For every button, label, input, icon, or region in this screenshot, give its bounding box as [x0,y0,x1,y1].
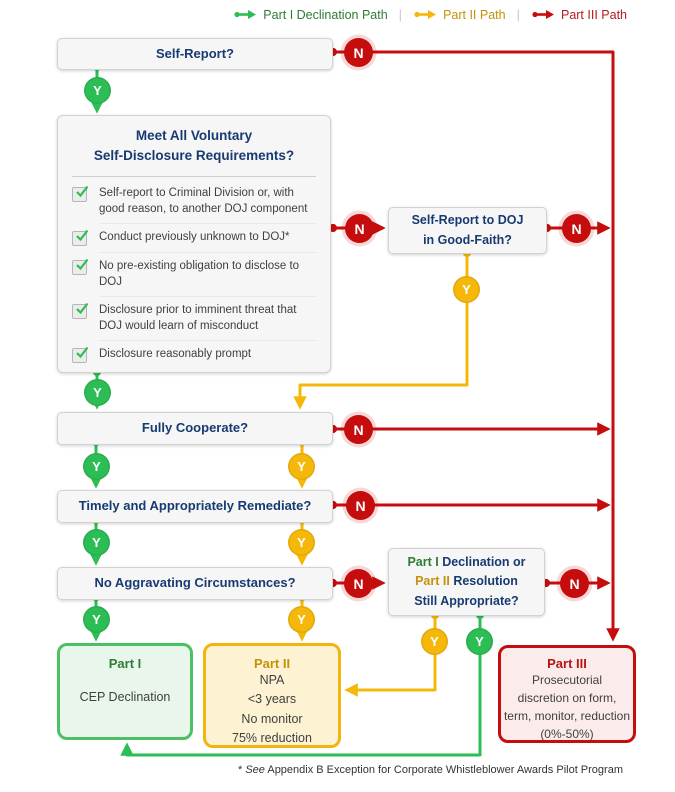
part1-outcome-box [57,643,193,740]
good-faith-box [388,207,547,254]
remediate-label: Timely and Appropriately Remediate? [78,498,312,514]
vsd-divider [72,176,316,177]
red-arrow-icon [531,8,555,21]
part2-title: Part II [253,656,291,671]
green-arrow-icon [233,8,257,21]
yes-badge: Y [288,529,315,556]
checkbox-checked-icon [72,260,87,275]
vsd-item-text: Self-report to Criminal Division or, with good reason, to another DOJ component [99,186,308,215]
voluntary-self-disclosure-box [57,115,331,373]
part2-line: No monitor [241,711,303,726]
legend-label: Part I Declination Path [263,7,388,22]
part3-title: Part III [547,656,587,671]
part2-outcome-box [203,643,341,748]
self-report-box [57,38,333,70]
yes-badge: Y [83,529,110,556]
vsd-title: Meet All Voluntary Self-Disclosure Requirements? [93,128,295,164]
yes-badge: Y [421,628,448,655]
vsd-item [72,179,316,223]
part1-title: Part I [108,656,142,671]
part2-line: <3 years [247,692,297,707]
legend-item-part2 [413,8,506,22]
yes-badge: Y [466,628,493,655]
no-aggravating-label: No Aggravating Circumstances? [94,575,296,591]
vsd-item [72,296,316,340]
legend-separator: | [516,7,520,22]
legend-separator: | [398,7,403,22]
no-aggravating-box [57,567,333,600]
no-badge: N [562,214,591,243]
yes-badge: Y [453,276,480,303]
checkbox-checked-icon [72,187,87,202]
legend-item-part1 [233,8,387,22]
checkbox-checked-icon [72,348,87,363]
yes-badge: Y [288,453,315,480]
yes-badge: Y [84,379,111,406]
no-badge: N [344,415,373,444]
part2-line: NPA [259,673,285,687]
checkbox-checked-icon [72,304,87,319]
legend-item-part3 [531,8,627,22]
still-appropriate-label: Part I Declination or Part II Resolution Still Appropriate? [407,554,526,608]
no-badge: N [344,569,373,598]
part3-line: (0%-50%) [540,727,594,741]
yes-badge: Y [83,453,110,480]
part3-line: discretion on form, [517,691,617,705]
vsd-item-text: No pre-existing obligation to disclose to DOJ [99,259,300,288]
part3-line: term, monitor, reduction [503,709,631,723]
part3-line: Prosecutorial [531,673,603,687]
part3-outcome-box [498,645,636,743]
vsd-item-text: Conduct previously unknown to DOJ* [99,230,290,243]
no-badge: N [560,569,589,598]
good-faith-label: Self-Report to DOJ in Good-Faith? [411,213,524,247]
legend-label: Part II Path [443,7,506,22]
legend-label: Part III Path [560,7,627,22]
fully-cooperate-label: Fully Cooperate? [141,420,249,436]
checkbox-checked-icon [72,231,87,246]
vsd-item-text: Disclosure reasonably prompt [99,348,252,361]
vsd-item [72,340,316,369]
yes-badge: Y [288,606,315,633]
fully-cooperate-box [57,412,333,445]
no-badge: N [346,491,375,520]
self-report-label: Self-Report? [156,45,234,61]
yes-badge: Y [84,77,111,104]
part2-line: 75% reduction [232,731,312,746]
vsd-item-text: Disclosure prior to imminent threat that DOJ would learn of misconduct [99,303,297,332]
yes-badge: Y [83,606,110,633]
no-badge: N [345,214,374,243]
vsd-item [72,252,316,296]
remediate-box [57,490,333,523]
footnote: * See Appendix B Exception for Corporate Whistleblower Awards Pilot Program [237,764,623,776]
no-badge: N [344,38,373,67]
still-appropriate-box [388,548,545,616]
yellow-arrow-icon [413,8,437,21]
legend [0,7,627,22]
part1-body: CEP Declination [79,690,171,704]
vsd-item [72,223,316,252]
